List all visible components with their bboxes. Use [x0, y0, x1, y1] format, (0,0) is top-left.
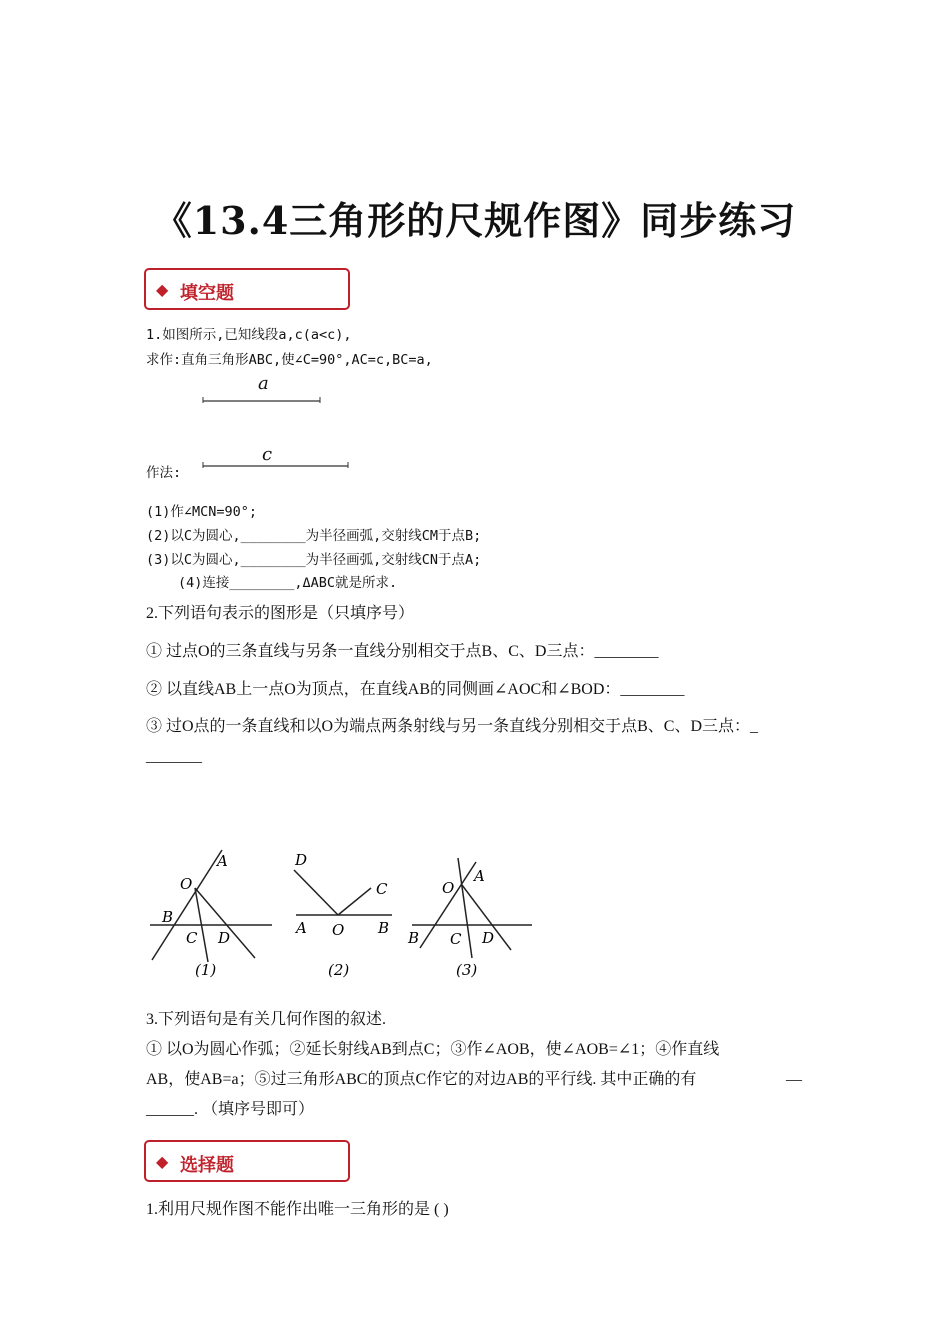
- fig1-caption: (1): [195, 961, 217, 979]
- fig2-label-d: D: [295, 851, 308, 869]
- q1-line1: 1.如图所示,已知线段a,c(a<c),: [146, 327, 352, 343]
- diamond-icon: ◆: [156, 282, 169, 299]
- segment-c-label: c: [262, 444, 273, 465]
- fig1-label-d: D: [218, 929, 231, 947]
- fig1-label-c: C: [186, 929, 198, 947]
- fig3-label-c: C: [450, 930, 462, 948]
- section-label-choice: 选择题: [180, 1155, 234, 1176]
- q2-stem: 2.下列语句表示的图形是（只填序号）: [146, 605, 415, 622]
- fig3-label-o: O: [442, 879, 455, 897]
- figure-1: [150, 850, 272, 979]
- q2-item3: ③ 过O点的一条直线和以O为端点两条射线与另一条直线分别相交于点B、C、D三点：_: [146, 718, 759, 735]
- page-title: 《13.4三角形的尺规作图》同步练习: [153, 198, 797, 243]
- q3-stem: 3.下列语句是有关几何作图的叙述.: [146, 1011, 387, 1028]
- q1-step3: (3)以C为圆心,________为半径画弧,交射线CN于点A;: [146, 552, 482, 568]
- fig2-caption: (2): [328, 961, 350, 979]
- q3-line3: ______. （填序号即可）: [146, 1101, 315, 1118]
- q2-item3-continued: _______: [146, 748, 202, 765]
- fig3-label-b: B: [408, 929, 420, 947]
- q2-item1: ① 过点O的三条直线与另条一直线分别相交于点B、C、D三点：________: [146, 643, 659, 660]
- fig1-label-o: O: [180, 875, 193, 893]
- fig2-label-a: A: [296, 919, 307, 937]
- fig1-label-b: B: [162, 908, 174, 926]
- section-label-fill: 填空题: [180, 283, 234, 304]
- segment-a-label: a: [258, 373, 269, 394]
- segment-a: [200, 394, 324, 406]
- choice-q1-stem: 1.利用尺规作图不能作出唯一三角形的是 ( ): [146, 1201, 449, 1218]
- q1-line2: 求作:直角三角形ABC,使∠C=90°,AC=c,BC=a,: [146, 352, 433, 368]
- q2-item2: ② 以直线AB上一点O为顶点，在直线AB的同侧画∠AOC和∠BOD：________: [146, 681, 685, 698]
- section-header-choice: [144, 1140, 350, 1182]
- section-header-fill: [144, 268, 350, 310]
- fig3-label-d: D: [482, 929, 495, 947]
- q2-figures: [140, 840, 550, 985]
- figure-3: [407, 858, 532, 979]
- segment-c: [200, 460, 352, 472]
- fig2-label-o: O: [332, 921, 345, 939]
- fig2-label-b: B: [378, 919, 390, 937]
- q3-blank-right: __: [786, 1066, 802, 1083]
- q1-step2: (2)以C为圆心,________为半径画弧,交射线CM于点B;: [146, 528, 482, 544]
- fig3-label-a: A: [474, 867, 485, 885]
- fig2-label-c: C: [376, 880, 388, 898]
- q3-line2: AB，使AB=a；⑤过三角形ABC的顶点C作它的对边AB的平行线. 其中正确的有: [146, 1071, 697, 1088]
- q1-method: 作法:: [146, 465, 182, 481]
- fig1-label-a: A: [217, 852, 228, 870]
- diamond-icon: ◆: [156, 1154, 169, 1171]
- q3-line1: ① 以O为圆心作弧；②延长射线AB到点C；③作∠AOB，使∠AOB=∠1；④作直线: [146, 1041, 720, 1058]
- figure-2: [294, 851, 392, 979]
- q1-step4: (4)连接________,ΔABC就是所求.: [178, 575, 398, 591]
- q1-step1: (1)作∠MCN=90°;: [146, 504, 258, 520]
- fig3-caption: (3): [456, 961, 478, 979]
